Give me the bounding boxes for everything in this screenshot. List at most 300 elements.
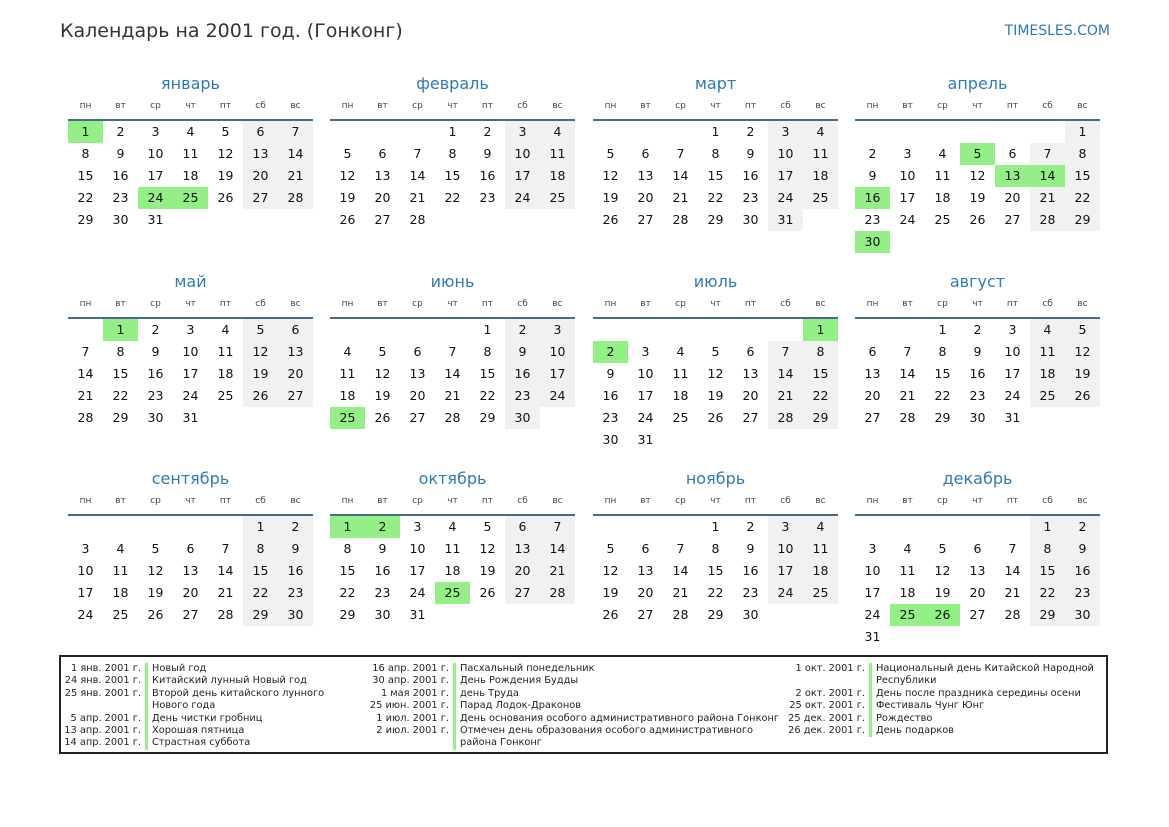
holiday-day-cell: 2 (593, 341, 628, 363)
weekday-label: ср (675, 299, 686, 309)
day-cell: 31 (147, 212, 164, 227)
day-cell: 30 (374, 607, 391, 622)
day-cell: 9 (868, 168, 877, 183)
day-cell: 7 (1008, 541, 1017, 556)
day-cell: 10 (77, 563, 94, 578)
legend-row (783, 725, 1105, 737)
day-cell: 13 (969, 563, 986, 578)
day-cell: 10 (864, 563, 881, 578)
weekday-label: вт (115, 101, 126, 111)
legend-holiday-name: Страстная суббота (145, 737, 250, 749)
day-cell: 8 (243, 538, 278, 560)
day-cell: 5 (343, 146, 352, 161)
legend-holiday-name: День подарков (869, 725, 954, 737)
day-cell: 29 (112, 410, 129, 425)
day-cell: 4 (448, 519, 457, 534)
day-cell: 8 (711, 541, 720, 556)
day-cell: 31 (409, 607, 426, 622)
month-7 (593, 270, 838, 466)
month-10 (330, 467, 575, 663)
weekday-label: пт (1006, 496, 1019, 506)
legend-date: 25 дек. 2001 г. (788, 712, 865, 724)
holiday-day-cell: 14 (1030, 165, 1065, 187)
day-cell: 20 (505, 560, 540, 582)
day-cell: 3 (903, 146, 912, 161)
day-cell: 15 (707, 563, 724, 578)
day-cell: 24 (768, 582, 803, 604)
day-cell: 26 (374, 410, 391, 425)
day-cell: 16 (147, 366, 164, 381)
holiday-legend (59, 655, 1108, 754)
day-cell: 28 (672, 212, 689, 227)
day-cell: 1 (711, 124, 720, 139)
weekday-label: ср (937, 299, 948, 309)
day-cell: 4 (803, 516, 838, 538)
day-cell: 12 (374, 366, 391, 381)
day-cell: 16 (742, 168, 759, 183)
day-cell: 2 (483, 124, 492, 139)
day-cell: 14 (672, 563, 689, 578)
day-cell: 11 (803, 538, 838, 560)
weekday-label: пт (481, 101, 494, 111)
day-cell: 9 (606, 366, 615, 381)
day-cell: 23 (602, 410, 619, 425)
day-cell: 12 (479, 541, 496, 556)
legend-date: 5 апр. 2001 г. (70, 712, 141, 724)
day-cell: 8 (448, 146, 457, 161)
day-cell: 14 (444, 366, 461, 381)
month-4 (855, 72, 1100, 268)
weekday-label: чт (447, 496, 458, 506)
weekday-label: пт (219, 101, 232, 111)
day-cell: 15 (1030, 560, 1065, 582)
day-cell: 19 (1065, 363, 1100, 385)
month-6 (330, 270, 575, 466)
day-cell: 17 (182, 366, 199, 381)
day-cell: 22 (444, 190, 461, 205)
weekday-label: вс (290, 101, 301, 111)
day-cell: 27 (409, 410, 426, 425)
day-cell: 24 (505, 187, 540, 209)
day-cell: 29 (934, 410, 951, 425)
day-cell: 26 (243, 385, 278, 407)
day-cell: 13 (742, 366, 759, 381)
legend-date: 16 апр. 2001 г. (372, 663, 449, 674)
day-cell: 20 (1004, 190, 1021, 205)
day-cell: 30 (505, 407, 540, 429)
day-cell: 3 (768, 121, 803, 143)
weekday-label: пн (866, 101, 879, 111)
day-cell: 30 (112, 212, 129, 227)
day-cell: 19 (479, 563, 496, 578)
day-cell: 13 (409, 366, 426, 381)
day-cell: 28 (1030, 209, 1065, 231)
day-cell: 29 (243, 604, 278, 626)
day-cell: 11 (339, 366, 356, 381)
holiday-day-cell: 1 (103, 319, 138, 341)
weekday-label: вт (640, 299, 651, 309)
day-cell: 12 (217, 146, 234, 161)
holiday-day-cell: 25 (173, 187, 208, 209)
weekday-label: вс (1077, 496, 1088, 506)
day-cell: 5 (483, 519, 492, 534)
day-cell: 11 (112, 563, 129, 578)
weekday-label: вс (815, 496, 826, 506)
day-cell: 5 (221, 124, 230, 139)
weekday-label: ср (937, 496, 948, 506)
day-cell: 6 (505, 516, 540, 538)
legend-column-1 (61, 663, 361, 750)
day-cell: 16 (742, 563, 759, 578)
day-cell: 18 (444, 563, 461, 578)
day-cell: 13 (864, 366, 881, 381)
weekday-label: пт (744, 101, 757, 111)
day-cell: 8 (1065, 143, 1100, 165)
legend-date: 1 янв. 2001 г. (71, 663, 141, 674)
day-cell: 6 (868, 344, 877, 359)
legend-holiday-name: Национальный день Китайской Народной Республики (869, 663, 1105, 688)
weekday-label: сб (255, 299, 266, 309)
day-cell: 28 (217, 607, 234, 622)
legend-holiday-name: День чистки гробниц (145, 713, 262, 725)
day-cell: 12 (707, 366, 724, 381)
day-cell: 21 (899, 388, 916, 403)
day-cell: 14 (1004, 563, 1021, 578)
day-cell: 3 (1008, 322, 1017, 337)
day-cell: 14 (672, 168, 689, 183)
day-cell: 12 (1065, 341, 1100, 363)
day-cell: 11 (934, 168, 951, 183)
day-cell: 4 (221, 322, 230, 337)
day-cell: 17 (899, 190, 916, 205)
day-cell: 5 (606, 146, 615, 161)
day-cell: 7 (676, 146, 685, 161)
day-cell: 2 (1065, 516, 1100, 538)
day-cell: 8 (803, 341, 838, 363)
day-cell: 29 (707, 607, 724, 622)
day-cell: 20 (243, 165, 278, 187)
legend-date: 25 июн. 2001 г. (369, 700, 449, 712)
day-cell: 17 (505, 165, 540, 187)
day-cell: 6 (378, 146, 387, 161)
day-cell: 23 (278, 582, 313, 604)
day-cell: 12 (969, 168, 986, 183)
month-name: ноябрь (685, 469, 746, 488)
day-cell: 1 (1030, 516, 1065, 538)
day-cell: 31 (1004, 410, 1021, 425)
day-cell: 25 (1030, 385, 1065, 407)
day-cell: 10 (409, 541, 426, 556)
day-cell: 21 (278, 165, 313, 187)
weekday-label: чт (185, 101, 196, 111)
month-11 (593, 467, 838, 663)
day-cell: 5 (243, 319, 278, 341)
day-cell: 31 (768, 209, 803, 231)
legend-date: 26 дек. 2001 г. (788, 725, 865, 737)
day-cell: 22 (339, 585, 356, 600)
weekday-label: пт (481, 299, 494, 309)
weekday-label: вт (115, 496, 126, 506)
day-cell: 22 (934, 388, 951, 403)
legend-date: 25 янв. 2001 г. (64, 687, 141, 699)
day-cell: 23 (112, 190, 129, 205)
legend-holiday-name: Парад Лодок-Драконов (453, 700, 581, 712)
weekday-label: чт (710, 299, 721, 309)
weekday-label: пт (481, 496, 494, 506)
day-cell: 11 (899, 563, 916, 578)
weekday-label: пт (744, 299, 757, 309)
day-cell: 21 (217, 585, 234, 600)
day-cell: 30 (742, 607, 759, 622)
day-cell: 23 (969, 388, 986, 403)
day-cell: 4 (803, 121, 838, 143)
day-cell: 8 (483, 344, 492, 359)
day-cell: 18 (217, 366, 234, 381)
day-cell: 12 (339, 168, 356, 183)
legend-row (61, 688, 361, 713)
day-cell: 4 (1030, 319, 1065, 341)
legend-row (61, 737, 361, 749)
day-cell: 22 (479, 388, 496, 403)
holiday-day-cell: 1 (803, 319, 838, 341)
legend-row (367, 725, 787, 750)
day-cell: 10 (540, 341, 575, 363)
weekday-label: сб (517, 496, 528, 506)
day-cell: 12 (602, 563, 619, 578)
weekday-label: пн (79, 101, 92, 111)
legend-date: 1 мая 2001 г. (380, 687, 449, 699)
weekday-label: пн (866, 496, 879, 506)
day-cell: 4 (676, 344, 685, 359)
day-cell: 9 (746, 541, 755, 556)
day-cell: 27 (243, 187, 278, 209)
legend-row (367, 663, 787, 675)
day-cell: 24 (540, 385, 575, 407)
day-cell: 22 (243, 582, 278, 604)
day-cell: 27 (1004, 212, 1021, 227)
day-cell: 7 (676, 541, 685, 556)
weekday-label: вс (815, 101, 826, 111)
weekday-label: чт (185, 299, 196, 309)
weekday-label: чт (447, 101, 458, 111)
legend-holiday-name: Китайский лунный Новый год (145, 675, 307, 687)
day-cell: 22 (707, 190, 724, 205)
day-cell: 16 (505, 363, 540, 385)
day-cell: 5 (1065, 319, 1100, 341)
day-cell: 27 (505, 582, 540, 604)
weekday-label: ср (150, 496, 161, 506)
day-cell: 25 (672, 410, 689, 425)
weekday-label: пн (604, 299, 617, 309)
holiday-day-cell: 5 (960, 143, 995, 165)
day-cell: 4 (903, 541, 912, 556)
weekday-label: вс (815, 299, 826, 309)
day-cell: 10 (1004, 344, 1021, 359)
day-cell: 24 (637, 410, 654, 425)
legend-holiday-name: Отмечен день образования особого административного района Гонконг (453, 725, 787, 750)
day-cell: 17 (1004, 366, 1021, 381)
day-cell: 25 (803, 187, 838, 209)
day-cell: 18 (339, 388, 356, 403)
page-title: Календарь на 2001 год. (Гонконг) (60, 20, 403, 42)
day-cell: 31 (864, 629, 881, 644)
day-cell: 1 (711, 519, 720, 534)
day-cell: 23 (147, 388, 164, 403)
day-cell: 5 (378, 344, 387, 359)
day-cell: 28 (540, 582, 575, 604)
weekday-label: вс (552, 101, 563, 111)
day-cell: 9 (378, 541, 387, 556)
day-cell: 11 (182, 146, 199, 161)
day-cell: 5 (151, 541, 160, 556)
day-cell: 1 (448, 124, 457, 139)
day-cell: 20 (864, 388, 881, 403)
holiday-day-cell: 25 (435, 582, 470, 604)
day-cell: 28 (444, 410, 461, 425)
weekday-label: вт (640, 101, 651, 111)
day-cell: 19 (602, 190, 619, 205)
weekday-label: сб (780, 101, 791, 111)
day-cell: 9 (973, 344, 982, 359)
day-cell: 29 (339, 607, 356, 622)
day-cell: 19 (147, 585, 164, 600)
day-cell: 20 (409, 388, 426, 403)
day-cell: 23 (742, 585, 759, 600)
day-cell: 9 (483, 146, 492, 161)
day-cell: 6 (413, 344, 422, 359)
day-cell: 7 (81, 344, 90, 359)
month-5 (68, 270, 313, 466)
day-cell: 21 (540, 560, 575, 582)
weekday-label: сб (1042, 496, 1053, 506)
legend-date: 2 окт. 2001 г. (795, 687, 865, 699)
day-cell: 9 (151, 344, 160, 359)
day-cell: 13 (374, 168, 391, 183)
day-cell: 16 (112, 168, 129, 183)
day-cell: 17 (409, 563, 426, 578)
legend-column-3 (783, 663, 1105, 737)
legend-date: 14 апр. 2001 г. (64, 737, 141, 749)
weekday-label: вс (552, 299, 563, 309)
weekday-label: вс (552, 496, 563, 506)
month-header-rule (593, 317, 838, 319)
day-cell: 10 (505, 143, 540, 165)
day-cell: 29 (803, 407, 838, 429)
day-cell: 20 (742, 388, 759, 403)
day-cell: 12 (243, 341, 278, 363)
brand-link[interactable]: TIMESLES.COM (1004, 23, 1110, 39)
month-name: август (949, 272, 1006, 291)
legend-column-2 (367, 663, 787, 750)
weekday-label: чт (447, 299, 458, 309)
legend-holiday-name: День Рождения Будды (453, 675, 578, 687)
legend-row (61, 725, 361, 737)
day-cell: 15 (707, 168, 724, 183)
day-cell: 19 (934, 585, 951, 600)
month-12 (855, 467, 1100, 663)
day-cell: 6 (973, 541, 982, 556)
weekday-label: вс (1077, 299, 1088, 309)
weekday-label: чт (972, 496, 983, 506)
weekday-label: ср (675, 496, 686, 506)
day-cell: 20 (969, 585, 986, 600)
weekday-label: ср (412, 496, 423, 506)
day-cell: 17 (77, 585, 94, 600)
day-cell: 14 (409, 168, 426, 183)
day-cell: 27 (637, 607, 654, 622)
day-cell: 16 (969, 366, 986, 381)
weekday-label: чт (972, 101, 983, 111)
weekday-label: вт (902, 496, 913, 506)
day-cell: 1 (243, 516, 278, 538)
day-cell: 23 (864, 212, 881, 227)
holiday-day-cell: 2 (365, 516, 400, 538)
day-cell: 25 (112, 607, 129, 622)
day-cell: 26 (479, 585, 496, 600)
holiday-day-cell: 30 (855, 231, 890, 253)
weekday-label: пт (1006, 101, 1019, 111)
day-cell: 13 (637, 168, 654, 183)
legend-holiday-name: День после праздника середины осени (869, 688, 1081, 700)
weekday-label: вс (290, 496, 301, 506)
day-cell: 27 (864, 410, 881, 425)
day-cell: 10 (768, 143, 803, 165)
legend-row (783, 713, 1105, 725)
weekday-label: пн (341, 496, 354, 506)
day-cell: 29 (479, 410, 496, 425)
day-cell: 17 (540, 363, 575, 385)
day-cell: 10 (182, 344, 199, 359)
day-cell: 3 (868, 541, 877, 556)
weekday-label: ср (675, 101, 686, 111)
day-cell: 24 (768, 187, 803, 209)
day-cell: 17 (147, 168, 164, 183)
day-cell: 3 (413, 519, 422, 534)
day-cell: 14 (540, 538, 575, 560)
day-cell: 16 (479, 168, 496, 183)
month-name: апрель (947, 74, 1008, 93)
day-cell: 17 (864, 585, 881, 600)
day-cell: 24 (77, 607, 94, 622)
day-cell: 20 (278, 363, 313, 385)
day-cell: 18 (934, 190, 951, 205)
day-cell: 15 (77, 168, 94, 183)
day-cell: 27 (969, 607, 986, 622)
day-cell: 27 (637, 212, 654, 227)
day-cell: 26 (1065, 385, 1100, 407)
weekday-label: вт (640, 496, 651, 506)
day-cell: 4 (116, 541, 125, 556)
day-cell: 18 (899, 585, 916, 600)
weekday-label: ср (937, 101, 948, 111)
day-cell: 1 (1065, 121, 1100, 143)
day-cell: 4 (343, 344, 352, 359)
weekday-label: чт (185, 496, 196, 506)
day-cell: 13 (637, 563, 654, 578)
day-cell: 2 (746, 519, 755, 534)
holiday-day-cell: 25 (890, 604, 925, 626)
day-cell: 8 (711, 146, 720, 161)
day-cell: 15 (112, 366, 129, 381)
day-cell: 3 (151, 124, 160, 139)
day-cell: 19 (602, 585, 619, 600)
day-cell: 8 (1030, 538, 1065, 560)
day-cell: 14 (77, 366, 94, 381)
month-name: март (694, 74, 737, 93)
holiday-day-cell: 16 (855, 187, 890, 209)
day-cell: 26 (602, 607, 619, 622)
day-cell: 20 (374, 190, 391, 205)
